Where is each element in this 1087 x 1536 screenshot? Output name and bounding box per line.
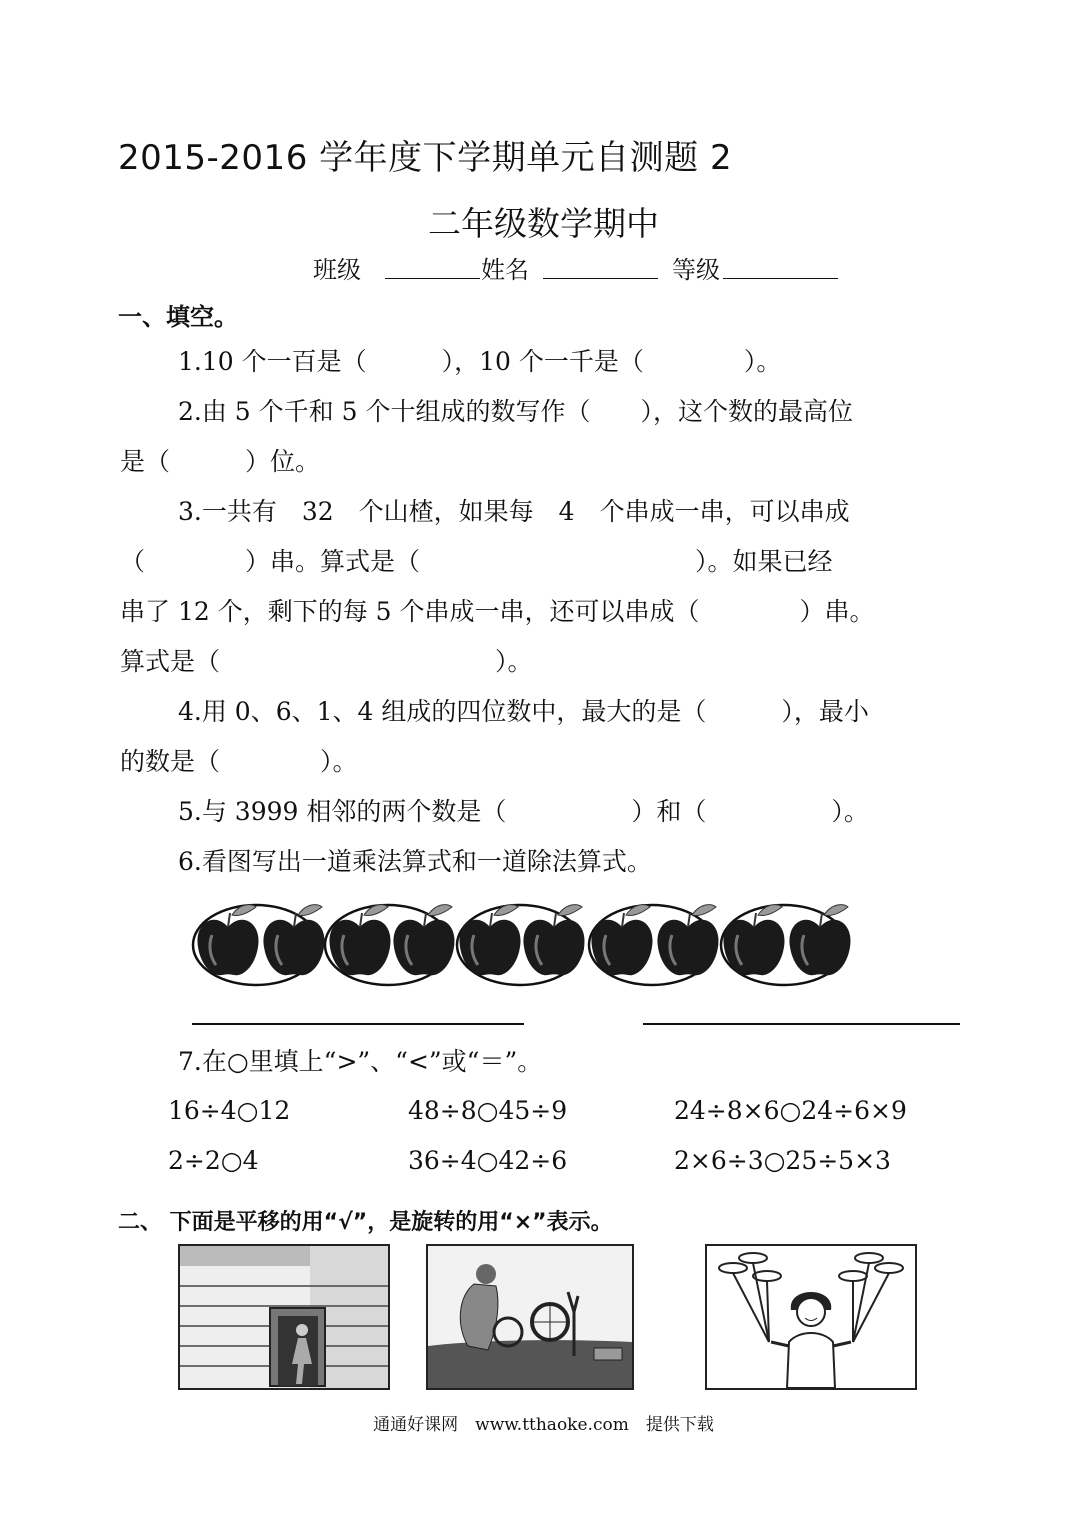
apple-icon — [459, 905, 520, 976]
question-1: 1.10 个一百是（ ），10 个一千是（ ）。 — [178, 347, 782, 376]
bicycle-picture — [426, 1244, 634, 1390]
class-blank[interactable] — [385, 250, 480, 279]
elevator-picture — [178, 1244, 390, 1390]
answer-line-division[interactable] — [643, 1023, 960, 1025]
page-title: 2015-2016 学年度下学期单元自测题 2 — [118, 138, 733, 178]
question-6: 6.看图写出一道乘法算式和一道除法算式。 — [178, 847, 652, 876]
question-2-line1: 2.由 5 个千和 5 个十组成的数写作（ ），这个数的最高位 — [178, 397, 853, 426]
question-3-line1: 3.一共有 32 个山楂，如果每 4 个串成一串，可以串成 — [178, 497, 850, 526]
compare-item: 24÷8×6○24÷6×9 — [674, 1096, 907, 1125]
apple-icon — [789, 905, 850, 976]
question-7: 7.在○里填上“>”、“<”或“＝”。 — [178, 1047, 543, 1076]
apple-icon — [197, 905, 258, 976]
grade-label: 等级 — [672, 256, 720, 284]
spinning-plates-picture — [705, 1244, 917, 1390]
compare-item: 36÷4○42÷6 — [408, 1146, 568, 1175]
question-5: 5.与 3999 相邻的两个数是（ ）和（ ）。 — [178, 797, 869, 826]
footer-credit: 通通好课网 www.tthaoke.com 提供下载 — [373, 1415, 714, 1435]
question-3-line3: 串了 12 个，剩下的每 5 个串成一串，还可以串成（ ）串。 — [120, 597, 875, 626]
compare-item: 16÷4○12 — [168, 1096, 291, 1125]
grade-blank[interactable] — [723, 250, 838, 279]
section2-heading: 二、 下面是平移的用“√”，是旋转的用“×”表示。 — [118, 1210, 613, 1235]
compare-item: 2×6÷3○25÷5×3 — [674, 1146, 891, 1175]
question-4-line1: 4.用 0、6、1、4 组成的四位数中，最大的是（ ），最小 — [178, 697, 869, 726]
name-blank[interactable] — [543, 250, 658, 279]
question-2-line2: 是（ ）位。 — [120, 447, 321, 476]
class-label: 班级 — [313, 256, 361, 284]
question-3-line4: 算式是（ ）。 — [120, 647, 533, 676]
page-subtitle: 二年级数学期中 — [428, 204, 659, 243]
question-4-line2: 的数是（ ）。 — [120, 747, 358, 776]
apple-groups-illustration — [188, 893, 858, 993]
compare-item: 48÷8○45÷9 — [408, 1096, 568, 1125]
apple-icon — [723, 905, 784, 976]
apple-icon — [329, 905, 390, 976]
apple-icon — [591, 905, 652, 976]
apple-icon — [657, 905, 718, 976]
apple-icon — [523, 905, 584, 976]
name-label: 姓名 — [481, 256, 529, 284]
compare-item: 2÷2○4 — [168, 1146, 259, 1175]
answer-line-multiplication[interactable] — [192, 1023, 524, 1025]
apple-icon — [393, 905, 454, 976]
question-3-line2: （ ）串。算式是（ ）。如果已经 — [120, 547, 833, 576]
apple-icon — [263, 905, 324, 976]
section1-heading: 一、填空。 — [118, 303, 238, 331]
